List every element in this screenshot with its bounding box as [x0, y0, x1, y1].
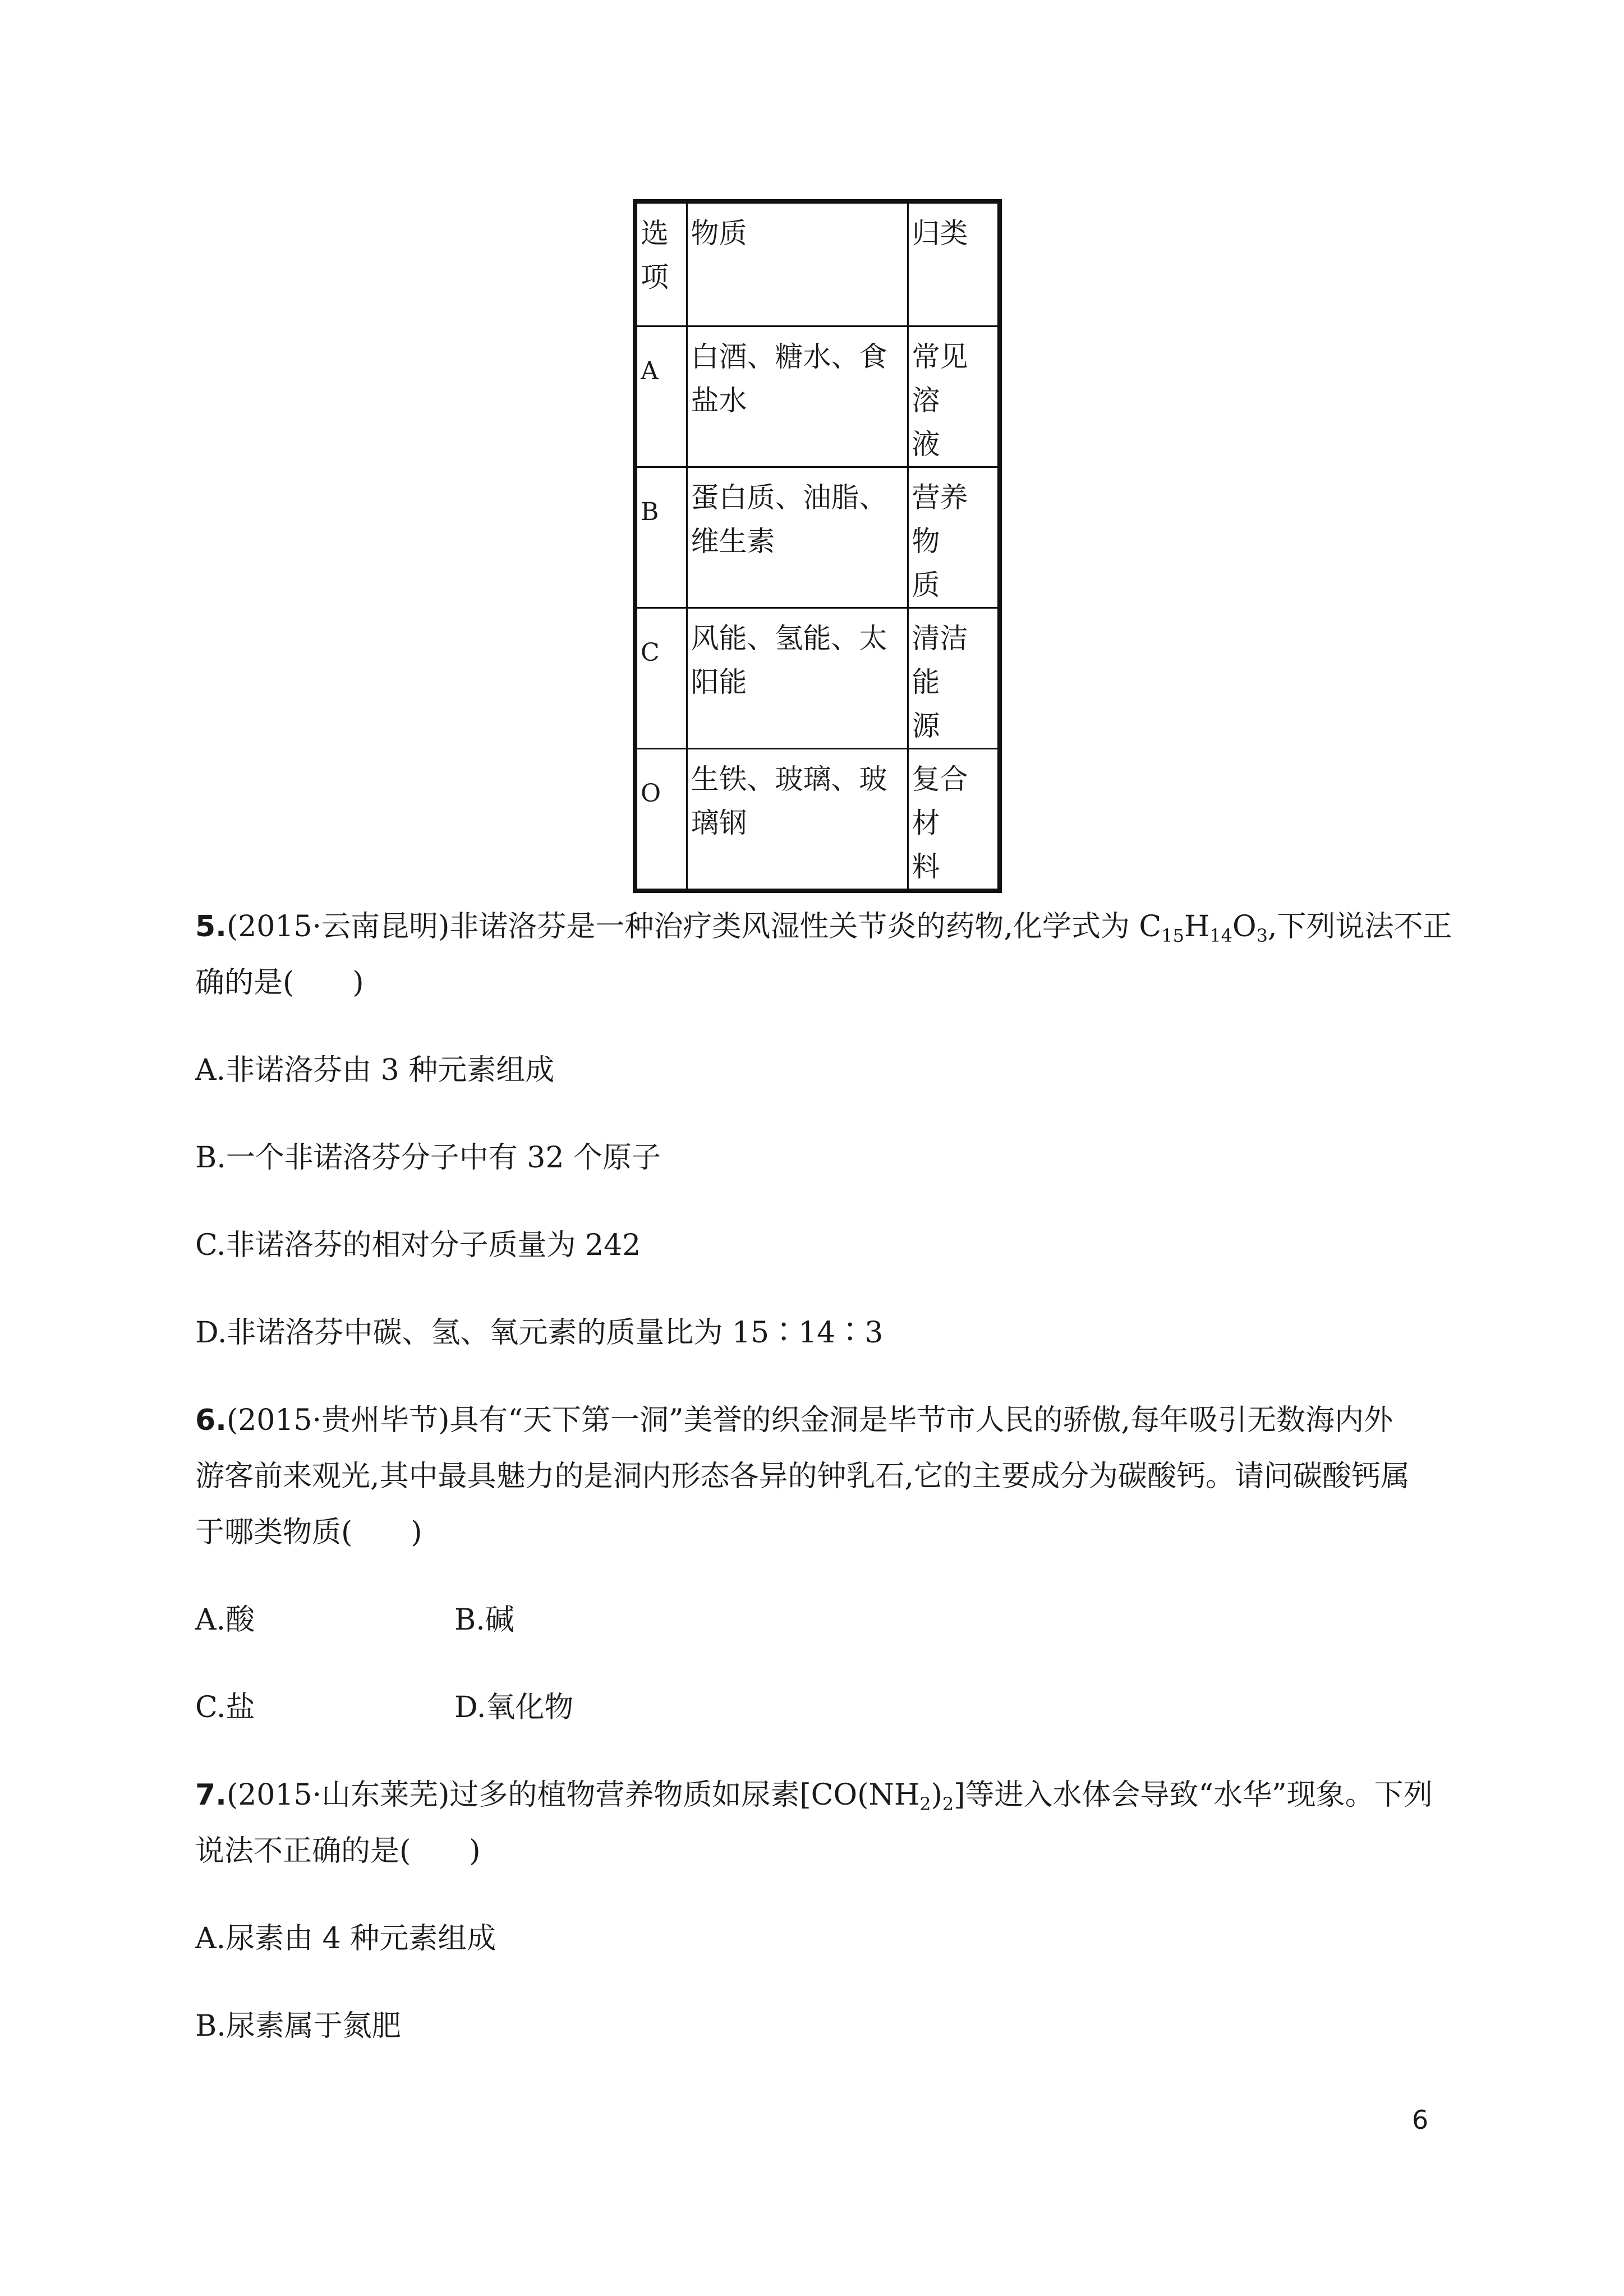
substance-line1: 白酒、糖水、食: [691, 340, 887, 373]
header-option: [635, 201, 687, 326]
category-line1: 清洁能: [912, 622, 968, 698]
q5-option-b: B.一个非诺洛芬分子中有 32 个原子: [195, 1141, 661, 1175]
q5-option-a: A.非诺洛芬由 3 种元素组成: [195, 1053, 555, 1087]
q7-sub1: 2: [919, 1793, 931, 1815]
q5-option-c: C.非诺洛芬的相对分子质量为 242: [195, 1228, 641, 1262]
q7-option-b: B.尿素属于氮肥: [195, 2009, 401, 2043]
table-row: [635, 467, 1000, 608]
q6-stem-line3: 于哪类物质( ): [195, 1516, 422, 1549]
q7-number: 7.: [195, 1778, 227, 1812]
q7-text-a: (2015·山东莱芜)过多的植物营养物质如尿素[CO(NH: [226, 1778, 920, 1812]
row-category: [908, 608, 1000, 748]
substance-line1: 生铁、玻璃、玻: [691, 762, 887, 795]
q5-number: 5.: [195, 910, 227, 944]
q6-stem-line2: 游客前来观光,其中最具魅力的是洞内形态各异的钟乳石,它的主要成分为碳酸钙。请问碳酸钙属: [195, 1460, 1410, 1493]
q5-o: O: [1232, 910, 1257, 944]
q5-stem-line1: [195, 904, 1452, 949]
q6-text-line1: (2015·贵州毕节)具有“天下第一洞”美誉的织金洞是毕节市人民的骄傲,每年吸引无数海内外: [226, 1404, 1393, 1437]
q7-text-mid: ): [931, 1778, 942, 1812]
row-option: A: [635, 326, 687, 467]
table-row: [635, 608, 1000, 748]
table-header-row: [635, 201, 1000, 326]
table-row: [635, 326, 1000, 467]
q5-sub1: 15: [1161, 925, 1184, 946]
row-option: C: [635, 608, 687, 748]
q5-sub2: 14: [1209, 925, 1233, 946]
category-line1: 常见溶: [912, 340, 968, 417]
q5-stem-line2: 确的是( ): [195, 966, 364, 1000]
table-row: [635, 748, 1000, 891]
category-line2: 质: [912, 568, 940, 601]
row-option: O: [635, 748, 687, 891]
q5-text-b: ,下列说法不正: [1268, 910, 1452, 944]
row-substance: [687, 467, 908, 608]
q6-option-b: B.碱: [454, 1603, 514, 1637]
q6-option-c: C.盐: [195, 1691, 255, 1724]
q7-option-a: A.尿素由 4 种元素组成: [195, 1922, 496, 1955]
category-line2: 液: [912, 427, 940, 461]
q5-text-a: (2015·云南昆明)非诺洛芬是一种治疗类风湿性关节炎的药物,化学式为 C: [226, 910, 1162, 944]
substance-line2: 阳能: [691, 665, 747, 698]
page-number: 6: [1412, 2105, 1429, 2135]
q5-sub3: 3: [1256, 925, 1268, 946]
category-line1: 营养物: [912, 481, 968, 558]
substance-line1: 蛋白质、油脂、: [691, 481, 887, 514]
row-substance: [687, 608, 908, 748]
category-line2: 源: [912, 709, 940, 742]
category-line1: 复合材: [912, 762, 968, 839]
header-option-char1: 选: [641, 217, 669, 250]
classification-table: [633, 199, 1002, 893]
substance-line2: 维生素: [691, 524, 775, 558]
category-line2: 料: [912, 850, 940, 883]
row-category: [908, 748, 1000, 891]
q6-option-a: A.酸: [195, 1603, 255, 1637]
substance-line2: 璃钢: [691, 806, 747, 839]
row-option: B: [635, 467, 687, 608]
header-substance: 物质: [687, 201, 908, 326]
header-option-char2: 项: [641, 261, 669, 293]
q6-option-d: D.氧化物: [454, 1691, 574, 1724]
q5-h: H: [1184, 910, 1210, 944]
row-category: [908, 326, 1000, 467]
q7-text-b: ]等进入水体会导致“水华”现象。下列: [954, 1778, 1433, 1812]
q5-option-d: D.非诺洛芬中碳、氢、氧元素的质量比为 15∶14∶3: [195, 1316, 884, 1350]
substance-line1: 风能、氢能、太: [691, 622, 887, 655]
substance-line2: 盐水: [691, 384, 747, 417]
q6-number: 6.: [195, 1404, 227, 1437]
row-substance: [687, 748, 908, 891]
q7-sub2: 2: [942, 1793, 954, 1815]
q7-stem-line1: [195, 1773, 1433, 1818]
q7-stem-line2: 说法不正确的是( ): [195, 1834, 481, 1868]
q6-stem-line1: [195, 1398, 1393, 1443]
row-category: [908, 467, 1000, 608]
row-substance: [687, 326, 908, 467]
header-category: 归类: [908, 201, 1000, 326]
